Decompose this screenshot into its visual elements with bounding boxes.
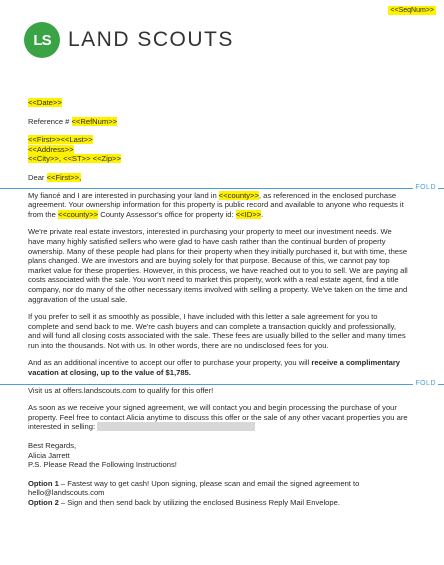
option-1: Option 1 – Fastest way to get cash! Upon signing, please scan and email the signed agreement to hello@landscouts.com <box>28 478 360 498</box>
last-field: <<Last>> <box>60 135 93 145</box>
first-field: <<First>> <box>28 135 61 145</box>
fold-label-1: FOLD <box>415 184 436 191</box>
greeting-name-field: <<First>>, <box>46 172 82 182</box>
option-2: Option 2 – Sign and then send back by utilizing the enclosed Business Reply Mail Envelope. <box>28 498 340 507</box>
brand-logo <box>24 22 234 58</box>
postscript: P.S. Please Read the Following Instructions! <box>28 460 177 470</box>
zip-field: <<Zip>> <box>92 154 121 164</box>
recipient-address <box>28 135 410 164</box>
fold-label-2: FOLD <box>415 380 436 387</box>
county-field: <<county>> <box>218 190 259 200</box>
paragraph-intro: My fiancé and I are interested in purchasing your land in <<county>>, as referenced in the enclosed purchase agreement. Your ownership information for this property is public record and available to anyone who requests it from the <<county>> County Assessor's office for property id: <<ID>>. <box>28 190 404 219</box>
paragraph-incentive: And as an additional incentive to accept our offer to purchase your property, you will receive a complimentary vacation at closing, up to the value of $1,785. <box>28 358 401 378</box>
paragraph-sale-agreement: If you prefer to sell it as smoothly as possible, I have included with this letter a sale agreement for you to complete and send back to me. We're cash buyers and can complete a transaction quickly and professionally, and will fund all closing costs associated with the sale. These fees are usually billed to the seller and many times run into the thousands. Not with us. In other words, there are no undisclosed fees for you. <box>28 312 406 350</box>
signer-name: Alicia Jarrett <box>28 450 70 460</box>
paragraph-visit: Visit us at offers.landscouts.com to qualify for this offer! <box>28 385 214 395</box>
reference-line <box>28 117 410 127</box>
option-2-label: Option 2 <box>28 498 59 507</box>
signature-block <box>28 441 410 470</box>
paragraph-contact: As soon as we receive your signed agreement, we will contact you and begin processing the purchase of your property. Feel free to contact Alicia anytime to discuss this offer or the sale of any other vacant properties you are interested in selling: <box>28 403 408 432</box>
address-field: <<Address>> <box>28 144 74 154</box>
redacted-contact <box>97 422 255 431</box>
county-field-2: <<county>> <box>57 209 99 219</box>
logo-wordmark: LAND SCOUTS <box>68 28 234 51</box>
letter-body <box>28 98 410 508</box>
state-field: <<ST>> <box>63 154 91 164</box>
closing-regards: Best Regards, <box>28 441 77 451</box>
refnum-field: <<RefNum>> <box>71 116 118 126</box>
date-field: <<Date>> <box>28 98 62 107</box>
property-id-field: <<ID>> <box>235 209 262 219</box>
logo-mark: LS <box>24 22 60 58</box>
seqnum-field: <<SeqNum>> <box>390 7 434 14</box>
reference-label: Reference # <box>28 116 70 126</box>
greeting-prefix: Dear <box>28 172 45 182</box>
greeting <box>28 173 410 183</box>
incentive-highlight: receive a complimentary vacation at closing, up to the value of $1,785. <box>28 358 401 378</box>
paragraph-investors: We're private real estate investors, interested in purchasing your property to meet our investment needs. We have many highly satisfied sellers who were glad to have cash rather than the continual burden of property ownership. Many of these people had plans for their property when they initially purchased it, but with time, these plans changed. We are investors and are buying solely for that purpose. Because of this, we cannot pay top market value for these properties. However, in this process, we have reached out to you to sell. We are paying all costs associated with the sale. You won't need to market this property, work with a real estate agent, find a title company, nor do many of the other necessary items involved with selling a property. We've taken on the time and aggravation of the usual sale. <box>28 227 408 304</box>
city-field: <<City>>, <box>28 154 61 164</box>
option-1-label: Option 1 <box>28 478 59 488</box>
